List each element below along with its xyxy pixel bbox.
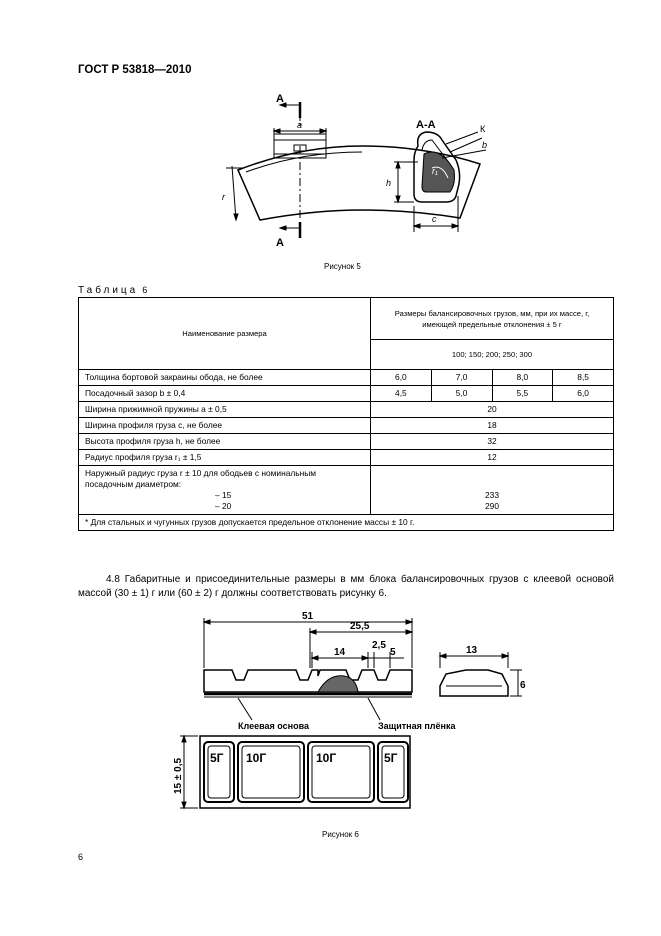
paragraph-4-8: 4.8 Габаритные и присоединительные размеры в мм блока балансировочных грузов с клеевой основой массой (30 ± 1) г или (60 ± 2) г должны соответствовать рисунку 6.	[78, 574, 614, 599]
section-mark-bottom: А	[276, 237, 284, 249]
table-row: Посадочный зазор b ± 0,4 4,5 5,0 5,5 6,0	[79, 386, 614, 402]
dim-h-label: h	[386, 178, 392, 188]
label-film: Защитная плёнка	[378, 721, 456, 731]
table-row: Ширина профиля груза c, не более 18	[79, 418, 614, 434]
table-6	[78, 297, 614, 531]
table-head-row	[79, 298, 614, 340]
table-row: Ширина прижимной пружины a ± 0,5 20	[79, 402, 614, 418]
table-row: Высота профиля груза h, не более 32	[79, 434, 614, 450]
table-row: Толщина бортовой закраины обода, не более 6,0 7,0 8,0 8,5	[79, 370, 614, 386]
dim-5: 5	[390, 647, 396, 658]
dim-13: 13	[466, 645, 478, 656]
table-footnote-row	[79, 515, 614, 531]
table-caption: Таблица 6	[78, 285, 148, 296]
figure-6-caption: Рисунок 6	[322, 830, 359, 839]
page-number: 6	[78, 852, 84, 862]
dim-a-label: a	[297, 120, 303, 130]
table-row: Радиус профиля груза r₁ ± 1,5 12	[79, 450, 614, 466]
dim-2-5: 2,5	[372, 640, 386, 651]
table-row-radius: Наружный радиус груза r ± 10 для ободьев с номинальным посадочным диаметром: – 15 – 20 233 290	[79, 466, 614, 515]
dim-r1-label: r₁	[432, 166, 438, 176]
dim-k-label: К	[480, 124, 486, 134]
cell-label-2: 10Г	[246, 751, 267, 765]
figure-6-drawing	[168, 608, 528, 818]
head-name: Наименование размера	[79, 298, 371, 370]
dim-height: 15 ± 0,5	[173, 757, 184, 794]
dim-14: 14	[334, 647, 346, 658]
section-mark-top: А	[276, 93, 284, 105]
section-title: А-А	[416, 119, 436, 131]
block-end-view	[440, 670, 508, 696]
dim-total: 51	[302, 611, 314, 622]
head-dims: Размеры балансировочных грузов, мм, при их массе, г, имеющей предельные отклонения ± 5 г	[371, 298, 614, 340]
label-adhesive: Клеевая основа	[238, 721, 310, 731]
table-footnote: * Для стальных и чугунных грузов допускается предельное отклонение массы ± 10 г.	[79, 515, 614, 531]
head-masses: 100; 150; 200; 250; 300	[371, 340, 614, 370]
dim-half: 25,5	[350, 621, 370, 632]
figure-5-drawing	[210, 88, 510, 253]
dim-6: 6	[520, 680, 526, 691]
dim-r-label: r	[222, 192, 225, 202]
figure-5-caption: Рисунок 5	[324, 262, 361, 271]
block-side-view	[204, 670, 412, 692]
dim-b-label: b	[482, 140, 488, 150]
cell-label-3: 10Г	[316, 751, 337, 765]
cell-label-1: 5Г	[210, 751, 224, 765]
document-header: ГОСТ Р 53818—2010	[78, 64, 192, 76]
cell-label-4: 5Г	[384, 751, 398, 765]
dim-c-label: c	[432, 214, 437, 224]
block-hatched-section	[318, 676, 358, 692]
